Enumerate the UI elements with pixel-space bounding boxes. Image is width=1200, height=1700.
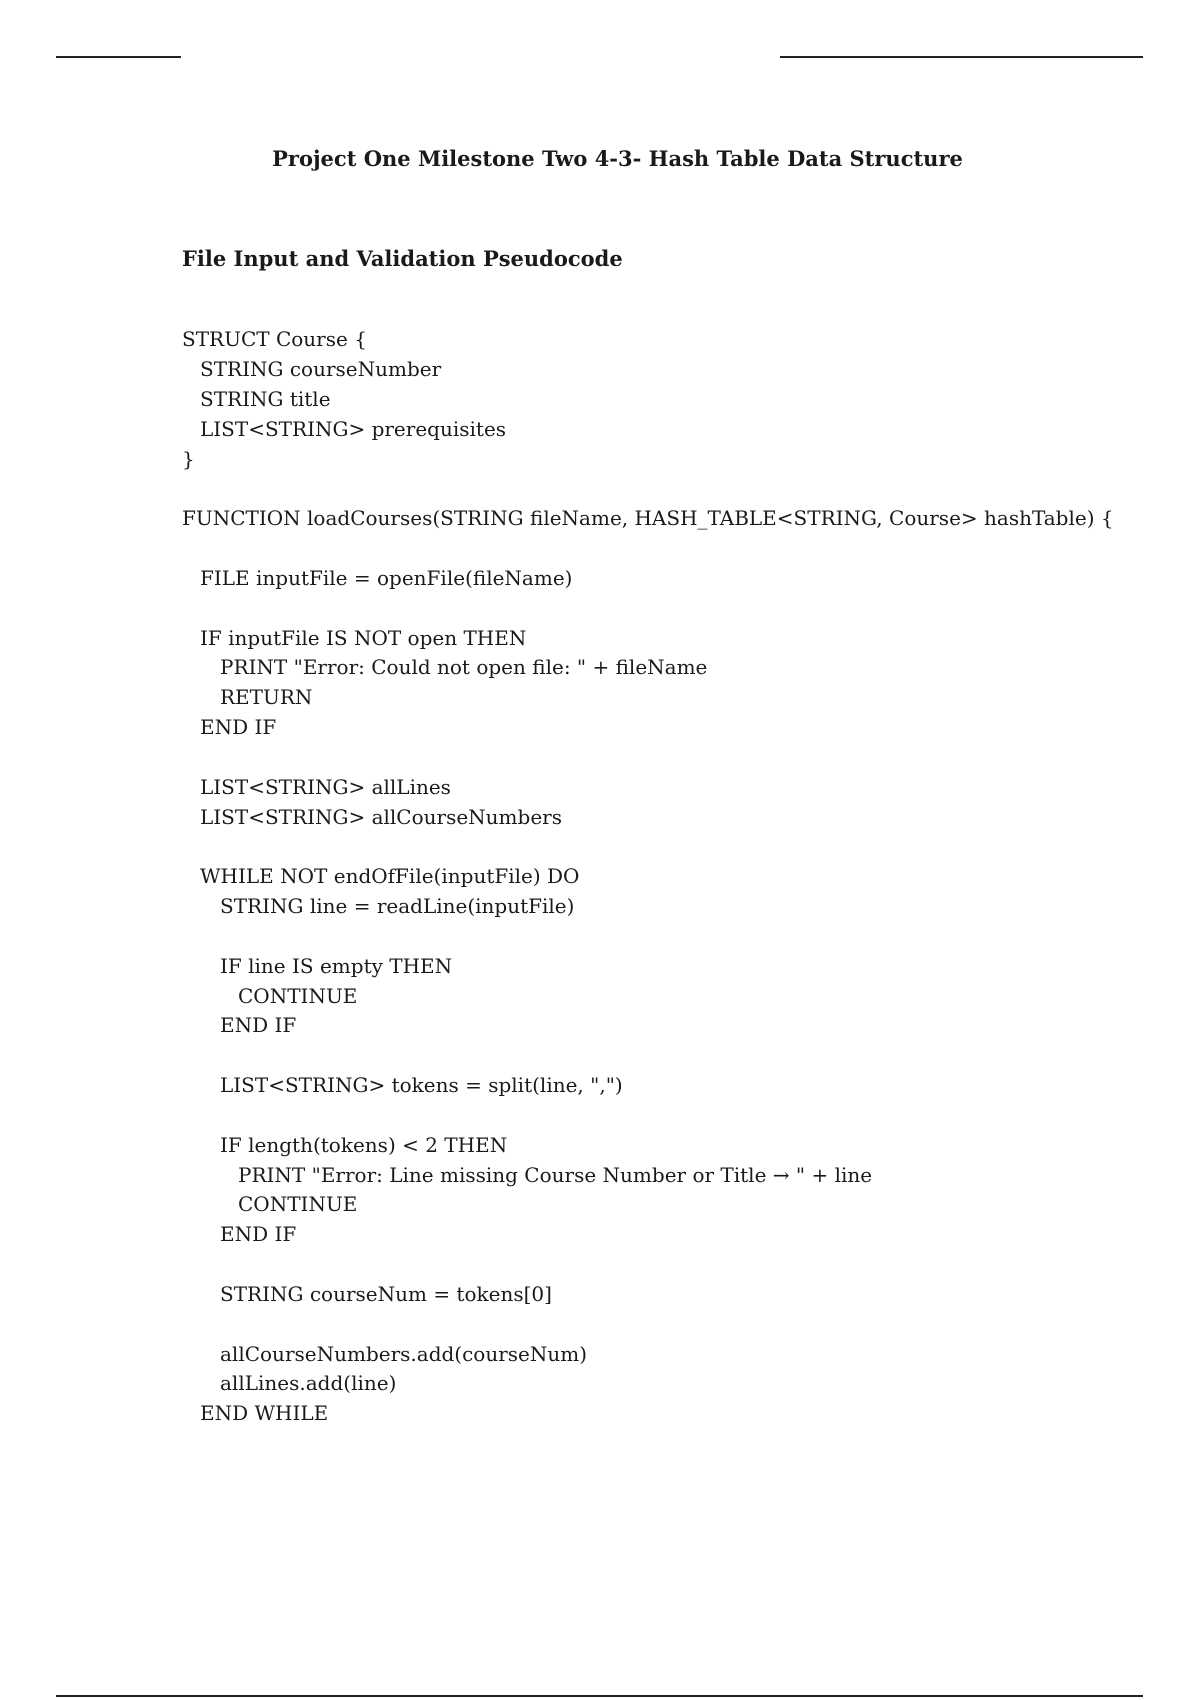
document-title: Project One Milestone Two 4-3- Hash Table Data Structure: [272, 146, 963, 171]
code-line: PRINT "Error: Line missing Course Number or Title → " + line: [238, 1163, 873, 1187]
code-line: STRING title: [200, 387, 331, 411]
section-heading: File Input and Validation Pseudocode: [182, 246, 623, 271]
code-line: LIST<STRING> prerequisites: [200, 417, 507, 441]
code-line: END IF: [220, 1013, 297, 1037]
code-line: END WHILE: [200, 1401, 329, 1425]
code-line: END IF: [200, 715, 277, 739]
code-line: LIST<STRING> allCourseNumbers: [200, 805, 562, 829]
code-line: FUNCTION loadCourses(STRING fileName, HASH_TABLE<STRING, Course> hashTable) {: [182, 506, 1114, 530]
code-line: WHILE NOT endOfFile(inputFile) DO: [200, 864, 580, 888]
code-line: PRINT "Error: Could not open file: " + fileName: [220, 655, 708, 679]
code-line: RETURN: [220, 685, 313, 709]
code-line: STRING courseNumber: [200, 357, 442, 381]
code-line: STRUCT Course {: [182, 327, 367, 351]
code-line: FILE inputFile = openFile(fileName): [200, 566, 573, 590]
code-line: STRING courseNum = tokens[0]: [220, 1282, 552, 1306]
code-line: }: [182, 447, 195, 471]
code-line: LIST<STRING> tokens = split(line, ","): [220, 1073, 623, 1097]
code-line: CONTINUE: [238, 984, 358, 1008]
code-line: END IF: [220, 1222, 297, 1246]
code-line: IF line IS empty THEN: [220, 954, 453, 978]
code-line: allCourseNumbers.add(courseNum): [220, 1342, 588, 1366]
code-line: CONTINUE: [238, 1192, 358, 1216]
code-line: allLines.add(line): [220, 1371, 397, 1395]
footer-rule: [56, 1695, 1143, 1697]
code-line: STRING line = readLine(inputFile): [220, 894, 575, 918]
code-line: LIST<STRING> allLines: [200, 775, 451, 799]
code-line: IF inputFile IS NOT open THEN: [200, 626, 527, 650]
code-line: IF length(tokens) < 2 THEN: [220, 1133, 508, 1157]
